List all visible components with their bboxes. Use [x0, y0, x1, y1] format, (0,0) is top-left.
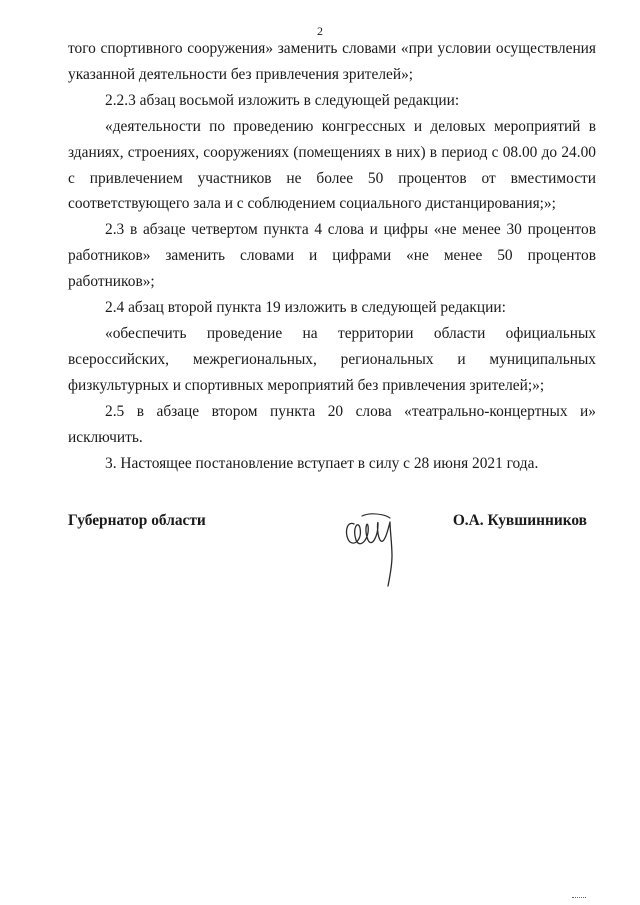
paragraph-2-2-3: 2.2.3 абзац восьмой изложить в следующей редакции:	[105, 91, 460, 109]
handwritten-signature	[340, 500, 410, 590]
scan-corner-mark	[572, 897, 586, 901]
paragraph-2-5: 2.5 в абзаце втором пункта 20 слова «театрально-концертных и» исключить.	[68, 402, 596, 446]
paragraph-quote-sports: «обеспечить проведение на территории области официальных всероссийских, межрегиональных, региональных и муниципальных физкультурных и спортивных мероприятий без привлечения зрителей;»;	[68, 324, 596, 394]
document-body	[68, 36, 596, 476]
paragraph-2-4: 2.4 абзац второй пункта 19 изложить в следующей редакции:	[105, 299, 506, 317]
signatory-name: О.А. Кувшинников	[452, 512, 587, 529]
paragraph-2-3: 2.3 в абзаце четвертом пункта 4 слова и цифры «не менее 30 процентов работников» заменить словами и цифрами «не менее 50 процентов работников»;	[68, 221, 596, 291]
signatory-title: Губернатор области	[68, 512, 206, 529]
page-number: 2	[317, 24, 323, 38]
paragraph-3-effective-date: 3. Настоящее постановление вступает в силу с 28 июня 2021 года.	[105, 454, 539, 472]
paragraph-quote-congress: «деятельности по проведению конгрессных и деловых мероприятий в зданиях, строениях, сооружениях (помещениях в них) в период с 08.00 до 24.00 с привлечением участников не более 50 процентов от вместимости соответствующего зала и с соблюдением социального дистанцирования;»;	[68, 117, 596, 213]
paragraph-continuation: того спортивного сооружения» заменить словами «при условии осуществления указанной деятельности без привлечения зрителей»;	[68, 40, 596, 83]
